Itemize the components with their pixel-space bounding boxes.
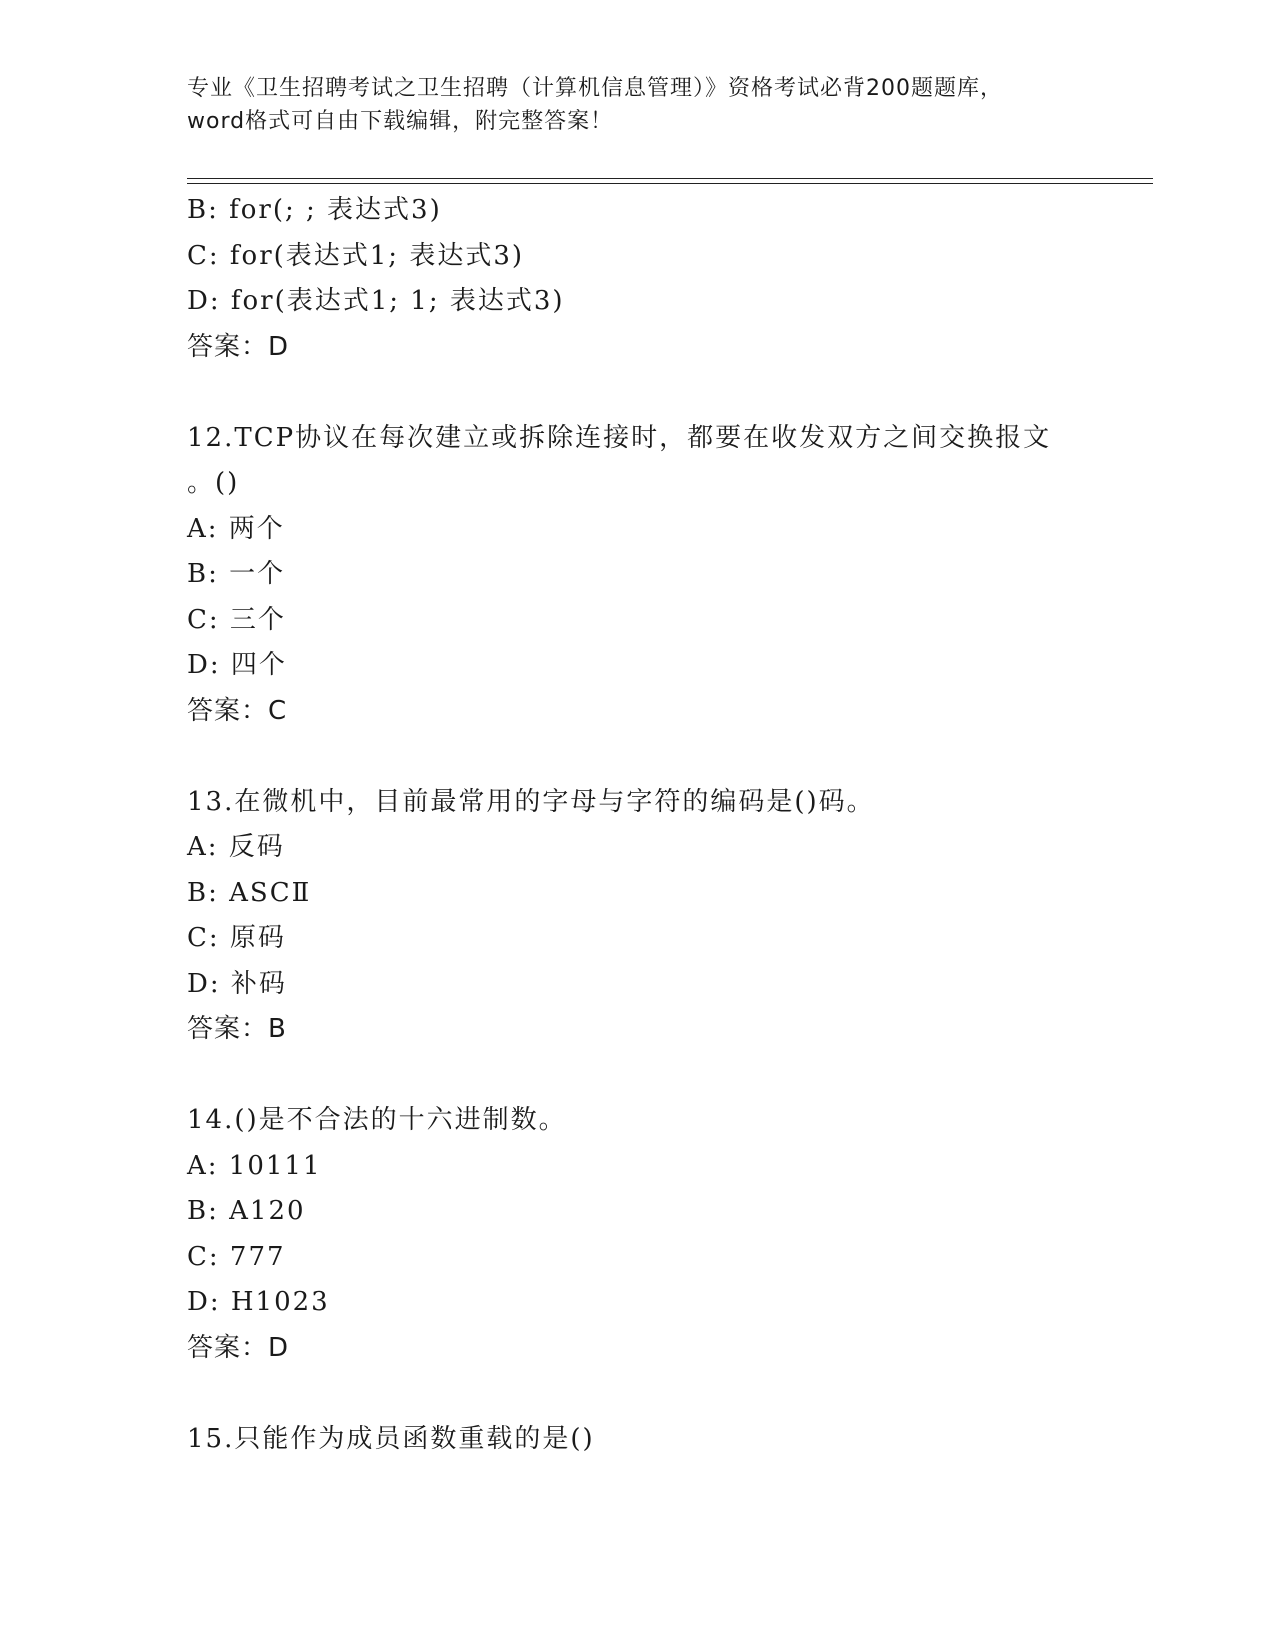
spacer [187, 370, 1087, 416]
spacer [187, 1053, 1087, 1099]
question-text: 13.在微机中，目前最常用的字母与字符的编码是()码。 [187, 786, 875, 817]
question-block-11 [187, 188, 1087, 370]
option-c: C: 777 [187, 1241, 286, 1272]
question-block-15 [187, 1417, 1087, 1463]
answer-text: 答案：B [187, 1014, 287, 1044]
answer-text: 答案：D [187, 1332, 290, 1363]
question-list [187, 188, 1087, 1462]
question-block-12 [187, 416, 1087, 735]
question-text: 12.TCP协议在每次建立或拆除连接时，都要在收发双方之间交换报文 [187, 422, 1052, 453]
option-d: D: H1023 [187, 1287, 330, 1317]
header-title-line-2: word格式可自由下载编辑，附完整答案！ [187, 109, 614, 134]
question-text: 15.只能作为成员函数重载的是() [187, 1423, 595, 1454]
question-text: 14.()是不合法的十六进制数。 [187, 1105, 567, 1135]
option-b: B: 一个 [187, 559, 286, 589]
option-c: C: 原码 [187, 923, 286, 953]
option-b: B: ASCⅡ [187, 877, 312, 908]
option-c: C: 三个 [187, 604, 286, 635]
question-block-14 [187, 1098, 1087, 1371]
option-d: D: 补码 [187, 968, 287, 999]
document-header [187, 72, 1087, 138]
spacer [187, 734, 1087, 780]
header-divider-bottom [187, 183, 1153, 184]
header-divider-top [187, 178, 1153, 179]
option-b: B: A120 [187, 1196, 306, 1226]
option-d: D: 四个 [187, 650, 287, 680]
option-b: B: for(; ; 表达式3) [187, 195, 442, 225]
header-title-line-1: 专业《卫生招聘考试之卫生招聘（计算机信息管理）》资格考试必背200题题库， [187, 76, 1003, 101]
option-a: A: 10111 [187, 1150, 322, 1181]
answer-text: 答案：C [187, 695, 288, 726]
option-c: C: for(表达式1; 表达式3) [187, 240, 525, 271]
spacer [187, 1371, 1087, 1417]
option-a: A: 两个 [187, 513, 285, 544]
option-a: A: 反码 [187, 832, 285, 862]
question-text-continued: 。() [187, 468, 240, 498]
option-d: D: for(表达式1; 1; 表达式3) [187, 286, 565, 316]
question-block-13 [187, 780, 1087, 1053]
answer-text: 答案：D [187, 331, 290, 362]
